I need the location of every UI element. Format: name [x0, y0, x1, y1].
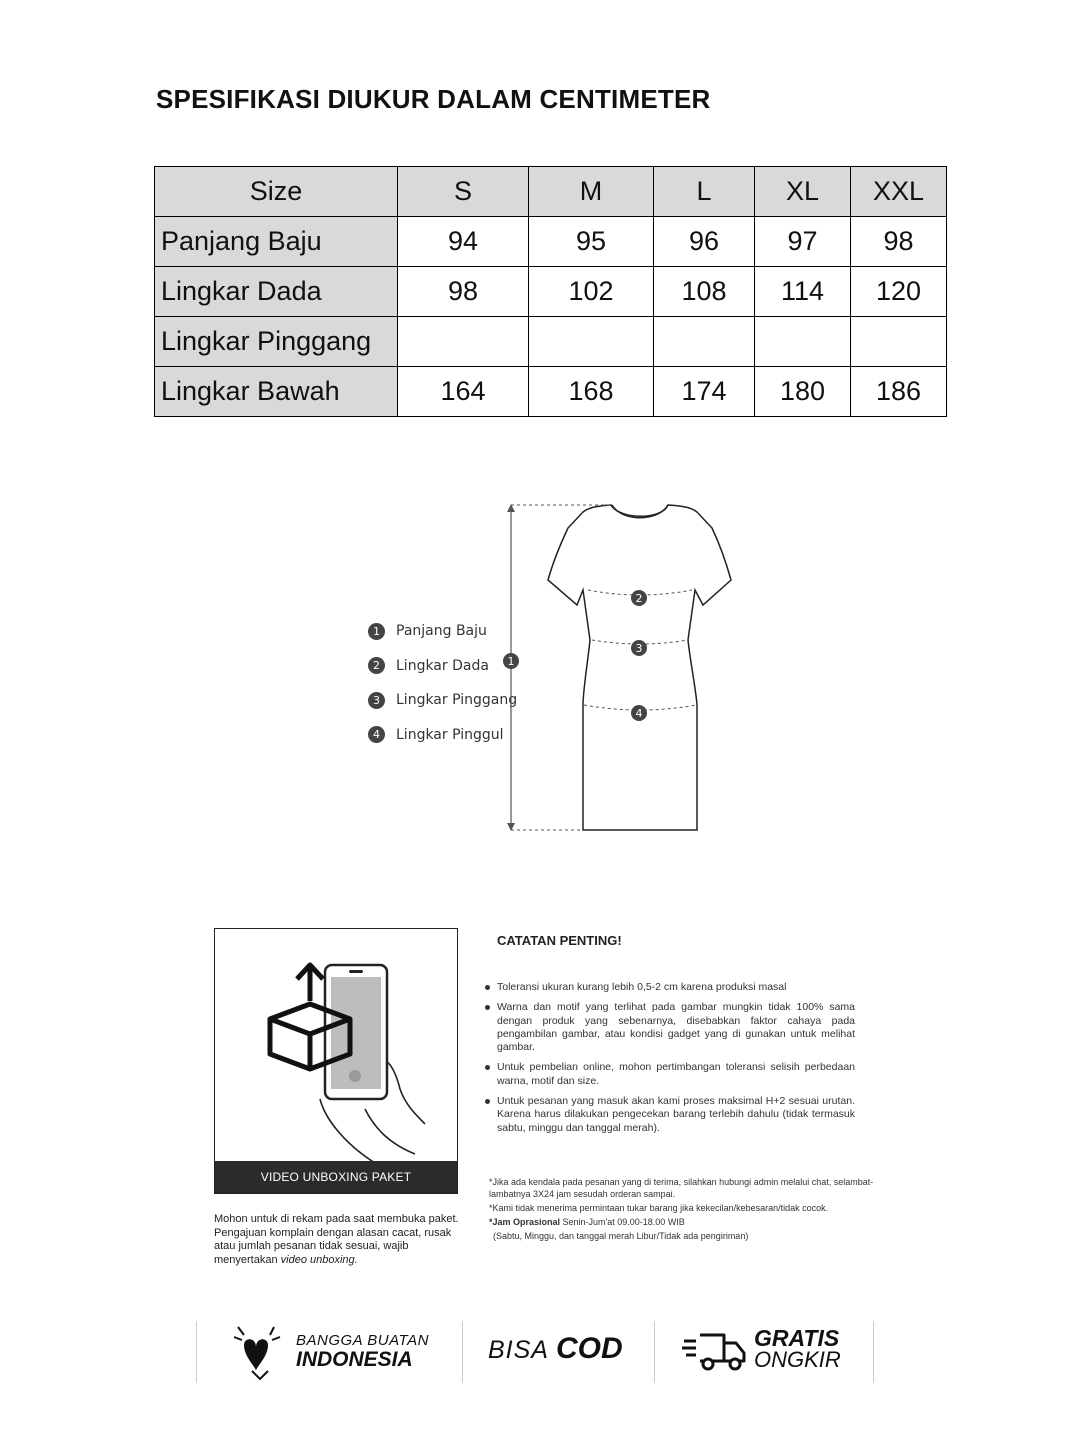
measurement-lines [511, 505, 696, 830]
header-cell: L [654, 167, 755, 217]
table-cell: 94 [398, 217, 529, 267]
table-cell: 120 [851, 267, 947, 317]
list-item: Toleransi ukuran kurang lebih 0,5-2 cm karena produksi masal [497, 981, 855, 994]
table-cell: 98 [851, 217, 947, 267]
list-item: Untuk pembelian online, mohon pertimbangan toleransi selisih perbedaan warna, motif dan size. [497, 1061, 855, 1087]
table-cell [529, 317, 654, 367]
table-row [155, 267, 947, 317]
phone-recording-box-icon [215, 929, 457, 1163]
table-cell: 108 [654, 267, 755, 317]
divider [196, 1321, 197, 1383]
list-item: Warna dan motif yang terlihat pada gambar mungkin tidak 100% sama dengan produk yang sebenarnya, disebabkan faktor cahaya pada pengambilan gambar, atau kondisi gadget yang di gunakan untuk melihat gambar. [497, 1001, 855, 1054]
divider [654, 1321, 655, 1383]
table-cell: 168 [529, 367, 654, 417]
page-title: SPESIFIKASI DIUKUR DALAM CENTIMETER [156, 84, 711, 114]
legend-label: Panjang Baju [396, 623, 487, 640]
legend-number: 3 [368, 692, 385, 709]
header-cell: M [529, 167, 654, 217]
marker-3 [631, 640, 647, 656]
divider [462, 1321, 463, 1383]
table-cell [398, 317, 529, 367]
badge-cod-line1: BISA [488, 1336, 549, 1364]
heart-hand-icon [230, 1323, 282, 1381]
row-label: Panjang Baju [155, 217, 398, 267]
table-row [155, 367, 947, 417]
unboxing-label: VIDEO UNBOXING PAKET [215, 1161, 457, 1193]
legend-label: Lingkar Dada [396, 657, 489, 674]
footnote: (Sabtu, Minggu, dan tanggal merah Libur/Tidak ada pengiriman) [493, 1231, 749, 1241]
marker-label: 2 [635, 592, 643, 605]
table-cell: 114 [755, 267, 851, 317]
divider [873, 1321, 874, 1383]
notes-list [497, 981, 855, 1142]
legend-number: 1 [368, 623, 385, 640]
row-label: Lingkar Bawah [155, 367, 398, 417]
badge-made-in-indonesia-line2: INDONESIA [296, 1348, 413, 1371]
badge-free-shipping-line1: GRATIS [754, 1325, 840, 1351]
unboxing-instructions: Mohon untuk di rekam pada saat membuka paket. Pengajuan komplain dengan alasan cacat, rusak atau jumlah pesanan tidak sesuai, wajib menyertakan video unboxing. [214, 1213, 459, 1266]
dress-measurement-diagram [360, 495, 740, 840]
table-cell [851, 317, 947, 367]
footnote: *Kami tidak menerima permintaan tukar barang jika kekecilan/kebesaran/tidak cocok. [489, 1203, 829, 1213]
legend-number: 2 [368, 657, 385, 674]
legend-number: 4 [368, 726, 385, 743]
marker-2 [631, 590, 647, 606]
table-header-row [155, 167, 947, 217]
badge-strip [196, 1321, 874, 1383]
table-cell: 96 [654, 217, 755, 267]
table-cell: 98 [398, 267, 529, 317]
size-table [154, 166, 947, 417]
marker-label: 4 [635, 707, 643, 720]
footnotes [489, 1176, 879, 1244]
footnote: *Jika ada kendala pada pesanan yang di terima, silahkan hubungi admin melalui chat, selambat-lambatnya 3X24 jam sesudah orderan sampai. [489, 1177, 874, 1199]
table-cell: 102 [529, 267, 654, 317]
marker-label: 1 [507, 655, 515, 668]
row-label: Lingkar Dada [155, 267, 398, 317]
table-cell: 97 [755, 217, 851, 267]
unboxing-card [214, 928, 458, 1194]
badge-cod-line2: COD [556, 1332, 623, 1365]
table-cell: 186 [851, 367, 947, 417]
header-cell: Size [155, 167, 398, 217]
table-cell: 174 [654, 367, 755, 417]
table-row [155, 317, 947, 367]
list-item: Untuk pesanan yang masuk akan kami proses maksimal H+2 sesuai urutan. Karena harus dilakukan pengecekan barang terlebih dahulu (tidak termasuk sabtu, minggu dan tanggal merah). [497, 1095, 855, 1134]
badge-made-in-indonesia-line1: BANGGA BUATAN [296, 1332, 429, 1349]
table-cell [755, 317, 851, 367]
marker-label: 3 [635, 642, 643, 655]
marker-1 [503, 653, 519, 669]
header-cell: S [398, 167, 529, 217]
badge-free-shipping-line2: ONGKIR [754, 1347, 841, 1372]
dress-outline-icon [548, 505, 731, 830]
legend-label: Lingkar Pinggang [396, 692, 518, 709]
notes-title: CATATAN PENTING! [497, 933, 622, 948]
marker-4 [631, 705, 647, 721]
legend-label: Lingkar Pinggul [396, 726, 504, 743]
table-cell: 164 [398, 367, 529, 417]
footnote: *Jam Oprasional Senin-Jum'at 09.00-18.00 WIB [489, 1217, 685, 1227]
row-label: Lingkar Pinggang [155, 317, 398, 367]
delivery-truck-icon [680, 1329, 750, 1373]
table-cell: 180 [755, 367, 851, 417]
table-row [155, 217, 947, 267]
table-cell: 95 [529, 217, 654, 267]
header-cell: XXL [851, 167, 947, 217]
header-cell: XL [755, 167, 851, 217]
table-cell [654, 317, 755, 367]
